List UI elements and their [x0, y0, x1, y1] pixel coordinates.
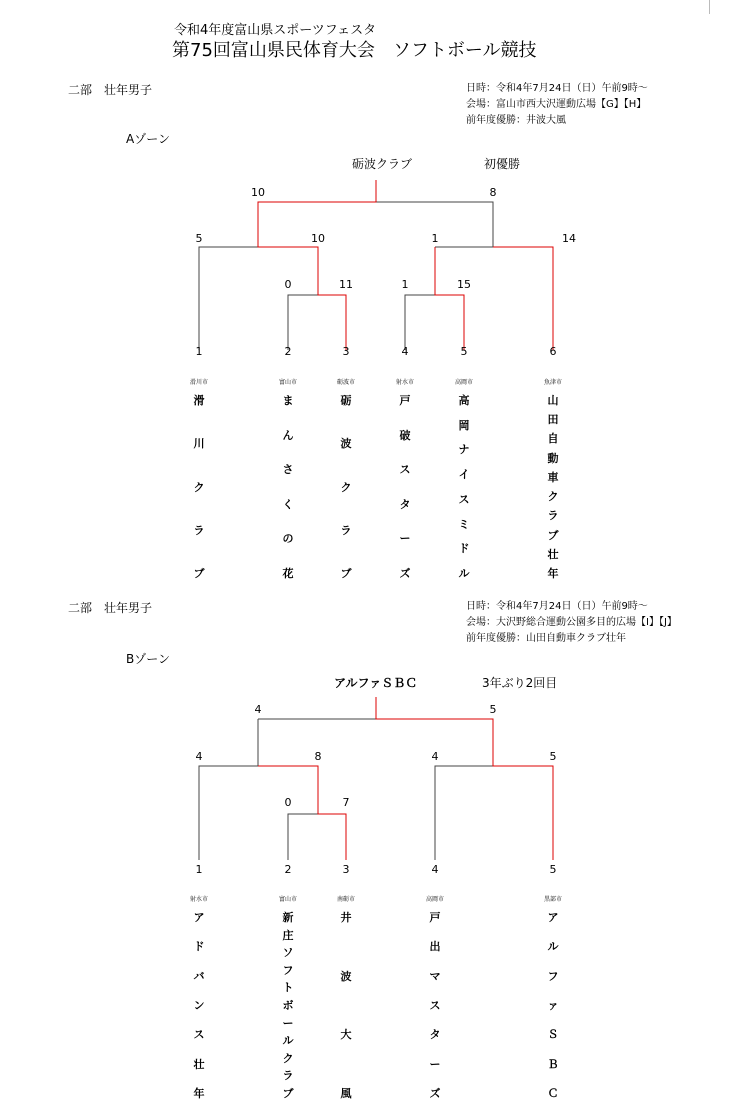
score-q1-right-a: 11 — [339, 278, 353, 291]
team-name-char: ル — [282, 1034, 294, 1048]
team-name-char: ク — [193, 480, 205, 494]
team-number: 2 — [284, 863, 292, 876]
team-name-char: ブ — [547, 528, 559, 542]
team-city: 高岡市 — [454, 379, 473, 386]
team-name-char: タ — [429, 1028, 441, 1042]
team-name-char: ア — [547, 911, 559, 924]
score-final-right-a: 8 — [489, 186, 497, 199]
score-final-left-b: 4 — [254, 703, 262, 716]
team-city: 富山市 — [278, 896, 297, 903]
team-name-char: ま — [282, 394, 294, 407]
team-name-char: ド — [458, 542, 470, 556]
team-name-char: ズ — [429, 1086, 441, 1100]
team-name-vertical — [336, 912, 356, 1099]
team-city: 射水市 — [189, 896, 208, 903]
team-name-char: ァ — [547, 998, 559, 1012]
team-city: 魚津市 — [543, 379, 562, 386]
team-name-char: 川 — [193, 437, 205, 451]
team-name-char: 滑 — [193, 394, 205, 407]
zone-label-b: Bゾーン — [126, 652, 170, 666]
team-name-char: ス — [399, 463, 411, 477]
team-name-char: バ — [193, 969, 205, 983]
team-name-char: 庄 — [282, 928, 294, 942]
date-info-a: 日時：令和4年7月24日（日）午前9時～ — [466, 83, 648, 94]
team-name-vertical — [543, 912, 563, 1099]
team-name-char: Ｃ — [547, 1086, 559, 1100]
team-name-char: ー — [282, 1016, 294, 1030]
team-number: 2 — [284, 345, 292, 358]
team-name-char: イ — [458, 468, 470, 482]
team-name-char: フ — [282, 963, 294, 977]
team-name-char: 山 — [547, 394, 559, 407]
team-name-char: ナ — [458, 443, 470, 457]
team-name-char: 戸 — [399, 394, 411, 407]
team-name-char: ラ — [193, 523, 205, 537]
division-label-a: 二部 壮年男子 — [68, 83, 153, 97]
team-name-char: 動 — [547, 451, 559, 465]
team-name-char: マ — [429, 969, 441, 983]
team-name-char: ソ — [282, 946, 294, 960]
team-name-char: ラ — [282, 1069, 294, 1083]
team-name-char: Ｓ — [547, 1028, 559, 1042]
team-name-char: ル — [547, 940, 559, 954]
team-name-char: 高 — [458, 394, 470, 407]
team-city: 高岡市 — [425, 896, 444, 903]
team-name-char: 車 — [547, 470, 559, 484]
score-sf1-right-a: 10 — [311, 232, 325, 245]
score-sf2-right-a: 14 — [562, 232, 576, 245]
event-subtitle: 令和4年度富山県スポーツフェスタ — [174, 23, 377, 38]
prev-champion-b: 前年度優勝：山田自動車クラブ壮年 — [466, 633, 626, 644]
team-name-char: ブ — [282, 1086, 294, 1100]
team-name-char: 波 — [340, 969, 352, 983]
team-name-char: ラ — [547, 509, 559, 523]
team-number: 4 — [431, 863, 439, 876]
team-name-char: 新 — [282, 911, 294, 924]
score-sf2-left-a: 1 — [431, 232, 439, 245]
team-name-char: 波 — [340, 437, 352, 451]
team-number: 5 — [549, 863, 557, 876]
score-q1-left-b: 0 — [284, 796, 292, 809]
team-city: 南砺市 — [336, 896, 355, 903]
team-name-char: 岡 — [458, 418, 470, 432]
winner-name-a: 砺波クラブ — [352, 157, 413, 171]
team-number: 1 — [195, 345, 203, 358]
team-name-char: ラ — [340, 523, 352, 537]
team-name-char: ン — [193, 998, 205, 1012]
score-sf1-right-b: 8 — [314, 750, 322, 763]
team-name-char: 砺 — [340, 394, 352, 407]
team-name-char: 井 — [340, 911, 352, 924]
team-city: 砺波市 — [336, 379, 355, 386]
team-city: 富山市 — [278, 379, 297, 386]
team-name-char: タ — [399, 497, 411, 511]
team-number: 1 — [195, 863, 203, 876]
team-name-char: 年 — [193, 1086, 205, 1100]
score-final-right-b: 5 — [489, 703, 497, 716]
team-number: 3 — [342, 863, 350, 876]
team-name-char: ア — [193, 911, 205, 924]
team-name-char: ル — [458, 566, 470, 580]
winner-name-b: アルファＳＢＣ — [334, 676, 418, 690]
team-number: 5 — [460, 345, 468, 358]
winner-note-b: 3年ぶり2回目 — [482, 676, 558, 690]
zone-label-a: Aゾーン — [126, 132, 170, 146]
team-name-char: 風 — [340, 1086, 352, 1100]
venue-info-b: 会場：大沢野総合運動公園多目的広場【I】【J】 — [466, 617, 677, 628]
score-sf1-left-a: 5 — [195, 232, 203, 245]
team-name-char: 自 — [547, 432, 559, 446]
score-final-left-a: 10 — [251, 186, 265, 199]
team-name-vertical — [278, 912, 298, 1099]
team-name-char: ド — [193, 940, 205, 954]
team-name-char: ブ — [340, 567, 352, 580]
winner-note-a: 初優勝 — [484, 157, 521, 171]
team-name-char: 田 — [547, 413, 559, 427]
team-name-char: 戸 — [429, 911, 441, 924]
team-city: 滑川市 — [189, 379, 208, 386]
team-city: 射水市 — [395, 379, 414, 386]
event-title: 第75回富山県民体育大会 ソフトボール競技 — [172, 40, 537, 61]
team-name-char: ト — [282, 981, 294, 995]
team-city: 黒部市 — [543, 896, 562, 903]
team-name-char: フ — [547, 969, 559, 983]
team-name-char: ブ — [193, 567, 205, 580]
team-name-char: 大 — [340, 1028, 352, 1042]
team-name-char: ク — [547, 490, 559, 504]
team-name-char: さ — [282, 463, 294, 477]
team-name-char: 壮 — [547, 547, 559, 561]
team-name-char: ズ — [399, 566, 411, 580]
score-sf2-left-b: 4 — [431, 750, 439, 763]
team-name-vertical — [189, 912, 209, 1099]
prev-champion-a: 前年度優勝：井波大風 — [466, 115, 566, 126]
score-sf1-left-b: 4 — [195, 750, 203, 763]
team-name-char: ボ — [282, 998, 294, 1012]
team-name-char: ス — [458, 492, 470, 506]
team-number: 6 — [549, 345, 557, 358]
team-name-char: 花 — [282, 566, 294, 580]
team-name-char: Ｂ — [547, 1057, 559, 1071]
team-name-char: く — [282, 497, 294, 511]
team-name-char: ミ — [458, 517, 470, 531]
score-q2-right-a: 15 — [457, 278, 471, 291]
venue-info-a: 会場：富山市西大沢運動広場【G】【H】 — [466, 99, 647, 110]
team-number: 3 — [342, 345, 350, 358]
team-name-char: 破 — [399, 428, 411, 442]
team-name-char: 年 — [547, 566, 559, 580]
team-name-char: ん — [282, 428, 294, 442]
team-name-char: 出 — [429, 940, 441, 954]
score-q2-left-a: 1 — [401, 278, 409, 291]
team-name-vertical — [425, 912, 445, 1099]
team-number: 4 — [401, 345, 409, 358]
team-name-char: ー — [429, 1057, 441, 1071]
team-name-char: ス — [193, 1028, 205, 1042]
team-name-char: ー — [399, 532, 411, 546]
score-sf2-right-b: 5 — [549, 750, 557, 763]
team-name-char: ク — [282, 1051, 294, 1065]
team-name-char: ス — [429, 998, 441, 1012]
score-q1-left-a: 0 — [284, 278, 292, 291]
date-info-b: 日時：令和4年7月24日（日）午前9時～ — [466, 601, 648, 612]
score-q1-right-b: 7 — [342, 796, 350, 809]
team-name-char: ク — [340, 480, 352, 494]
team-name-char: 壮 — [193, 1057, 205, 1071]
division-label-b: 二部 壮年男子 — [68, 601, 153, 615]
team-name-char: の — [282, 532, 294, 546]
